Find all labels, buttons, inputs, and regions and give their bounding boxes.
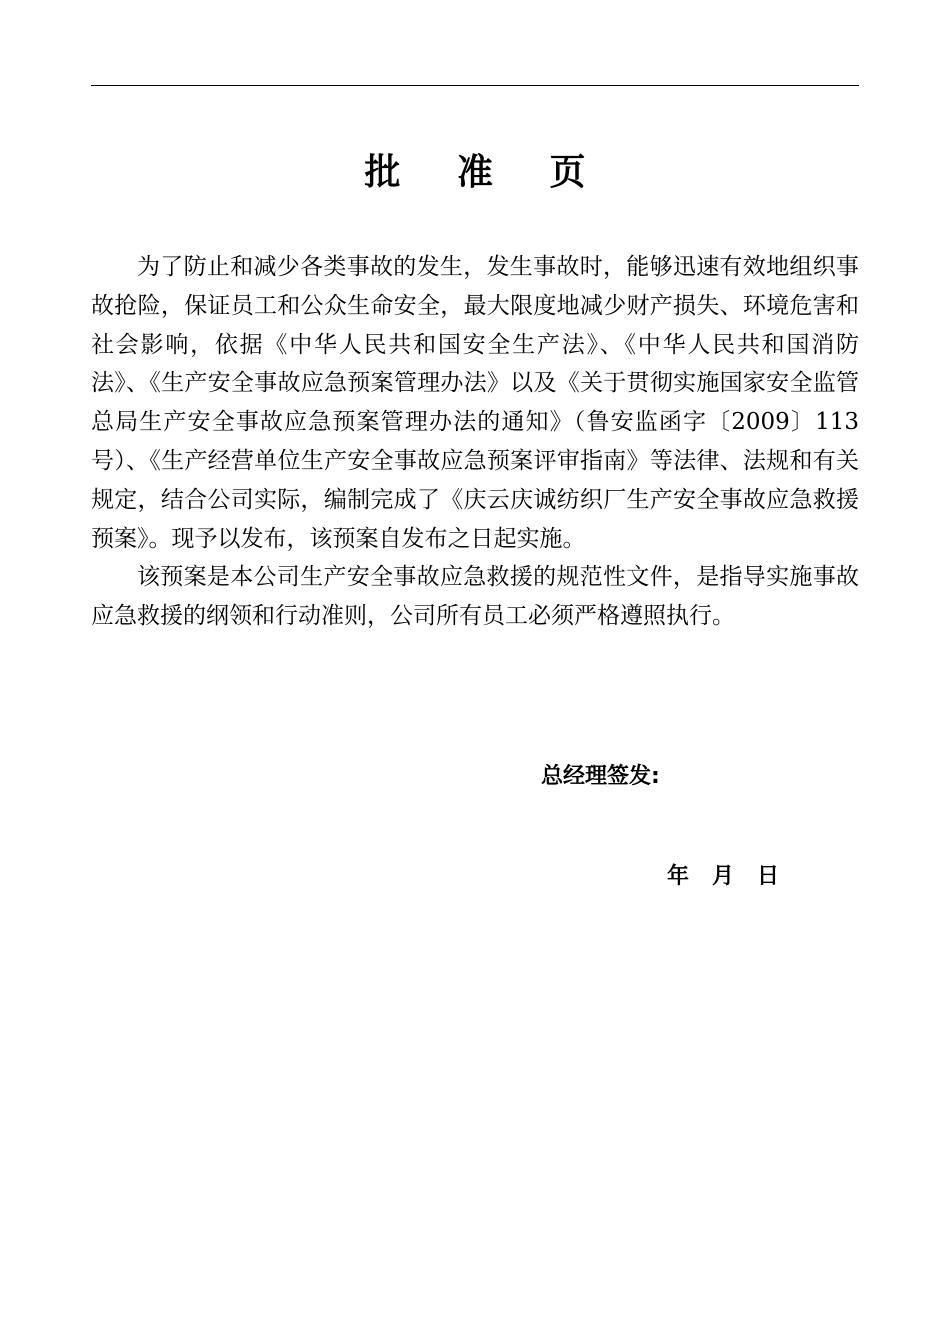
signature-label: 总经理签发: (541, 764, 660, 789)
date-line: 年 月 日 (667, 864, 779, 889)
page-title: 批 准 页 (364, 152, 608, 193)
header-rule (91, 85, 859, 86)
body-text (91, 248, 859, 636)
paragraph-purpose: 为了防止和减少各类事故的发生，发生事故时，能够迅速有效地组织事故抢险，保证员工和公众生命安全，最大限度地减少财产损失、环境危害和社会影响，依据《中华人民共和国安全生产法》、《中华人民共和国消防法》、《生产安全事故应急预案管理办法》以及《关于贯彻实施国家安全监管总局生产安全事故应急预案管理办法的通知》（鲁安监函字〔2009〕113号）、《生产经营单位生产安全事故应急预案评审指南》等法律、法规和有关规定，结合公司实际，编制完成了《庆云庆诚纺织厂生产安全事故应急救援预案》。现予以发布，该预案自发布之日起实施。 (91, 254, 859, 552)
paragraph-scope: 该预案是本公司生产安全事故应急救援的规范性文件，是指导实施事故应急救援的纲领和行动准则，公司所有员工必须严格遵照执行。 (91, 564, 859, 630)
